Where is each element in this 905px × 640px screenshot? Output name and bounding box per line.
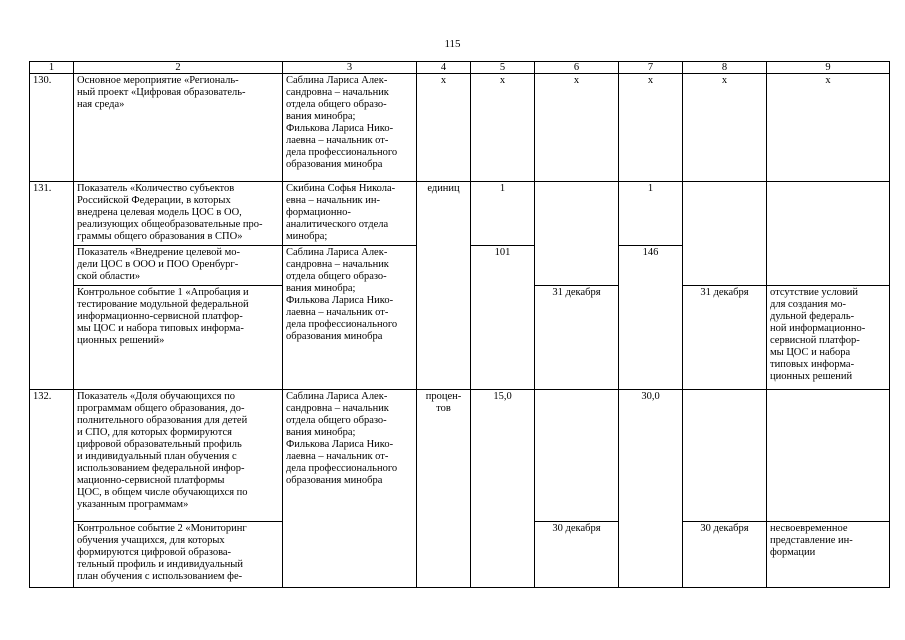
unit-cell: единиц bbox=[417, 182, 471, 390]
column-header: 7 bbox=[619, 62, 683, 74]
value-cell bbox=[767, 182, 890, 286]
value-cell: 15,0 bbox=[471, 390, 535, 588]
value-cell: х bbox=[767, 74, 890, 182]
value-cell bbox=[535, 390, 619, 522]
value-cell: 146 bbox=[619, 246, 683, 390]
value-cell: 30 декабря bbox=[683, 522, 767, 588]
column-header: 3 bbox=[283, 62, 417, 74]
row-number: 132. bbox=[30, 390, 74, 588]
event-name: Показатель «Внедрение целевой мо- дели ЦОС в ООО и ПОО Оренбург- ской области» bbox=[74, 246, 283, 286]
value-cell: х bbox=[535, 74, 619, 182]
value-cell: несвоевременное представление ин- формации bbox=[767, 522, 890, 588]
table-row bbox=[30, 182, 890, 246]
page-number: 115 bbox=[444, 38, 461, 50]
column-header: 4 bbox=[417, 62, 471, 74]
event-name: Показатель «Количество субъектов Российской Федерации, в которых внедрена целевая модель ЦОС в ОО, реализующих общеобразовательные про- граммы общего образования в СПО» bbox=[74, 182, 283, 246]
value-cell: 101 bbox=[471, 246, 535, 390]
value-cell: 30,0 bbox=[619, 390, 683, 588]
event-name: Показатель «Доля обучающихся по программам общего образования, до- полнительного образования для детей и СПО, для которых формируются цифровой образовательный профиль и индивидуальный план обучения с использованием федеральной инфор- мационно-сервисной платформы ЦОС, в общем числе обучающихся по указанным программам» bbox=[74, 390, 283, 522]
header-row bbox=[30, 62, 890, 74]
value-cell bbox=[535, 182, 619, 286]
value-cell: 1 bbox=[619, 182, 683, 246]
column-header: 5 bbox=[471, 62, 535, 74]
value-cell: 31 декабря bbox=[683, 286, 767, 390]
event-name: Контрольное событие 2 «Мониторинг обучения учащихся, для которых формируются цифровой образова- тельный профиль и индивидуальный план обучения с использованием фе- bbox=[74, 522, 283, 588]
unit-cell: х bbox=[417, 74, 471, 182]
row-number: 131. bbox=[30, 182, 74, 390]
value-cell: х bbox=[471, 74, 535, 182]
event-name: Контрольное событие 1 «Апробация и тестирование модульной федеральной информационно-сервисной платфор- мы ЦОС и набора типовых информа- ционных решений» bbox=[74, 286, 283, 390]
column-header: 1 bbox=[30, 62, 74, 74]
column-header: 6 bbox=[535, 62, 619, 74]
value-cell: х bbox=[683, 74, 767, 182]
plan-table bbox=[29, 61, 890, 588]
table-row bbox=[30, 390, 890, 522]
unit-cell: процен- тов bbox=[417, 390, 471, 588]
value-cell: 30 декабря bbox=[535, 522, 619, 588]
column-header: 8 bbox=[683, 62, 767, 74]
column-header: 9 bbox=[767, 62, 890, 74]
column-header: 2 bbox=[74, 62, 283, 74]
value-cell: 1 bbox=[471, 182, 535, 246]
responsible-person: Скибина Софья Никола- евна – начальник ин- формационно- аналитического отдела минобра; bbox=[283, 182, 417, 246]
value-cell: отсутствие условий для создания мо- дульной федераль- ной информационно- сервисной платфор- мы ЦОС и набора типовых информа- ционных решений bbox=[767, 286, 890, 390]
row-number: 130. bbox=[30, 74, 74, 182]
table-row bbox=[30, 74, 890, 182]
responsible-person: Саблина Лариса Алек- сандровна – начальник отдела общего образо- вания минобра; Филькова Лариса Нико- лаевна – начальник от- дела профессионального образования минобра bbox=[283, 74, 417, 182]
responsible-person: Саблина Лариса Алек- сандровна – начальник отдела общего образо- вания минобра; Филькова Лариса Нико- лаевна – начальник от- дела профессионального образования минобра bbox=[283, 246, 417, 390]
value-cell bbox=[767, 390, 890, 522]
value-cell: х bbox=[619, 74, 683, 182]
value-cell bbox=[683, 390, 767, 522]
value-cell bbox=[683, 182, 767, 286]
value-cell: 31 декабря bbox=[535, 286, 619, 390]
event-name: Основное мероприятие «Региональ- ный проект «Цифровая образователь- ная среда» bbox=[74, 74, 283, 182]
responsible-person: Саблина Лариса Алек- сандровна – начальник отдела общего образо- вания минобра; Филькова Лариса Нико- лаевна – начальник от- дела профессионального образования минобра bbox=[283, 390, 417, 588]
